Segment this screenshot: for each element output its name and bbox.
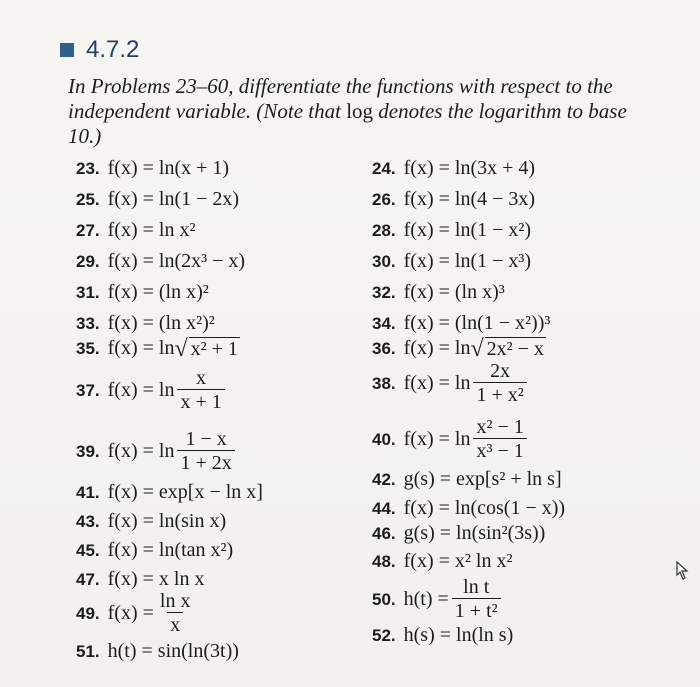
- problem-lhs: f(x) = ln: [403, 337, 471, 359]
- problem-lhs: f(x) = ln: [403, 372, 471, 394]
- problem-48: [372, 550, 512, 573]
- fraction-numerator: x² − 1: [476, 416, 524, 438]
- intro-text-before: In Problems 23–60, differentiate the functions with respect to the independent variable. (Note that: [68, 74, 613, 123]
- problem-40: [372, 416, 530, 463]
- problem-number: 25.: [76, 189, 100, 209]
- fraction-numerator: x: [196, 367, 207, 389]
- problem-number: 39.: [76, 441, 100, 461]
- fraction: [473, 416, 526, 463]
- fraction-denominator: x³ − 1: [473, 438, 526, 463]
- problem-number: 47.: [76, 569, 100, 589]
- problem-lhs: f(x) = ln: [107, 379, 175, 401]
- problem-49: [76, 590, 196, 637]
- problem-number: 40.: [372, 429, 396, 449]
- problem-32: [372, 281, 505, 304]
- problem-34: [372, 312, 550, 335]
- problem-52: [372, 624, 513, 647]
- problem-30: [372, 250, 531, 273]
- square-root: [470, 337, 545, 360]
- problem-expression: f(x) = ln x²: [107, 219, 196, 241]
- problem-number: 48.: [372, 551, 396, 571]
- problem-51: [76, 640, 239, 663]
- problem-expression: g(s) = exp[s² + ln s]: [403, 468, 562, 490]
- problem-lhs: f(x) = ln: [403, 428, 471, 450]
- problem-41: [76, 481, 263, 504]
- instructions-paragraph: [68, 74, 658, 149]
- problem-39: [76, 428, 238, 475]
- fraction: [473, 360, 526, 407]
- problem-lhs: f(x) =: [107, 602, 154, 624]
- problem-number: 41.: [76, 482, 100, 502]
- problem-number: 50.: [372, 589, 396, 609]
- problem-number: 32.: [372, 282, 396, 302]
- problem-number: 38.: [372, 373, 396, 393]
- problem-number: 36.: [372, 338, 396, 358]
- problem-24: [372, 157, 535, 180]
- problem-50: [372, 576, 504, 623]
- radicand: x² + 1: [190, 338, 238, 360]
- fraction-denominator: 1 + 2x: [177, 450, 234, 475]
- problem-expression: f(x) = ln(sin x): [107, 510, 227, 532]
- problem-expression: f(x) = ln(tan x²): [107, 539, 234, 561]
- problem-38: [372, 360, 530, 407]
- problem-expression: f(x) = x ln x: [107, 568, 205, 590]
- radical-sign-icon: √: [470, 336, 484, 362]
- radical-sign-icon: √: [174, 336, 188, 362]
- fraction-denominator: 1 + t²: [452, 598, 501, 623]
- problem-31: [76, 281, 209, 304]
- fraction-numerator: ln t: [463, 576, 490, 598]
- problem-26: [372, 188, 535, 211]
- problem-expression: f(x) = ln(1 − 2x): [107, 188, 240, 210]
- problem-lhs: f(x) = ln: [107, 337, 175, 359]
- problem-33: [76, 312, 215, 335]
- problem-expression: f(x) = ln(3x + 4): [403, 157, 536, 179]
- problem-number: 34.: [372, 313, 396, 333]
- problem-expression: f(x) = ln(x + 1): [107, 157, 230, 179]
- problem-expression: f(x) = (ln x)²: [107, 281, 209, 303]
- problem-expression: h(t) = sin(ln(3t)): [107, 640, 239, 662]
- problem-number: 52.: [372, 625, 396, 645]
- fraction: [177, 367, 224, 414]
- problem-number: 44.: [372, 498, 396, 518]
- problem-number: 29.: [76, 251, 100, 271]
- problem-number: 45.: [76, 540, 100, 560]
- problem-number: 35.: [76, 338, 100, 358]
- problem-number: 23.: [76, 158, 100, 178]
- problem-expression: f(x) = (ln x)³: [403, 281, 505, 303]
- intro-text-after: denotes the logarithm to base 10.): [68, 99, 627, 148]
- problem-number: 43.: [76, 511, 100, 531]
- problem-number: 46.: [372, 523, 396, 543]
- problem-47: [76, 568, 204, 591]
- problem-number: 30.: [372, 251, 396, 271]
- problem-27: [76, 219, 195, 242]
- problem-45: [76, 539, 233, 562]
- fraction: [177, 428, 234, 475]
- problem-expression: f(x) = ln(2x³ − x): [107, 250, 246, 272]
- problem-expression: h(s) = ln(ln s): [403, 624, 514, 646]
- problem-43: [76, 510, 226, 533]
- problem-number: 37.: [76, 380, 100, 400]
- section-square-icon: [60, 43, 74, 57]
- fraction-denominator: x: [167, 612, 183, 637]
- problem-expression: f(x) = (ln x²)²: [107, 312, 215, 334]
- section-number: 4.7.2: [86, 36, 140, 63]
- fraction-denominator: 1 + x²: [473, 382, 526, 407]
- problem-36: [372, 337, 546, 360]
- problem-number: 42.: [372, 469, 396, 489]
- fraction-denominator: x + 1: [177, 389, 224, 414]
- problem-expression: f(x) = exp[x − ln x]: [107, 481, 263, 503]
- problem-lhs: f(x) = ln: [107, 440, 175, 462]
- problem-expression: f(x) = ln(1 − x³): [403, 250, 532, 272]
- problem-number: 24.: [372, 158, 396, 178]
- problem-23: [76, 157, 229, 180]
- fraction: [157, 590, 194, 637]
- mouse-pointer-icon: [672, 560, 692, 582]
- problem-number: 28.: [372, 220, 396, 240]
- intro-log-word: log: [346, 99, 374, 123]
- problem-number: 26.: [372, 189, 396, 209]
- problem-25: [76, 188, 239, 211]
- fraction-numerator: ln x: [159, 590, 191, 612]
- problem-37: [76, 367, 228, 414]
- problem-28: [372, 219, 531, 242]
- fraction-numerator: 1 − x: [185, 428, 227, 450]
- problem-number: 33.: [76, 313, 100, 333]
- problem-expression: f(x) = ln(cos(1 − x)): [403, 497, 566, 519]
- problem-number: 49.: [76, 603, 100, 623]
- square-root: [174, 337, 239, 360]
- problem-number: 31.: [76, 282, 100, 302]
- problem-expression: f(x) = x² ln x²: [403, 550, 513, 572]
- problem-46: [372, 522, 545, 545]
- fraction-numerator: 2x: [490, 360, 511, 382]
- problem-44: [372, 497, 565, 520]
- problem-expression: g(s) = ln(sin²(3s)): [403, 522, 546, 544]
- problem-42: [372, 468, 562, 491]
- problem-expression: f(x) = (ln(1 − x²))³: [403, 312, 551, 334]
- problem-29: [76, 250, 245, 273]
- fraction: [452, 576, 501, 623]
- section-heading: [60, 36, 139, 64]
- radicand: 2x² − x: [486, 338, 544, 360]
- problem-expression: f(x) = ln(4 − 3x): [403, 188, 536, 210]
- problem-lhs: h(t) =: [403, 588, 449, 610]
- problem-expression: f(x) = ln(1 − x²): [403, 219, 532, 241]
- problem-number: 51.: [76, 641, 100, 661]
- problem-35: [76, 337, 240, 360]
- problem-number: 27.: [76, 220, 100, 240]
